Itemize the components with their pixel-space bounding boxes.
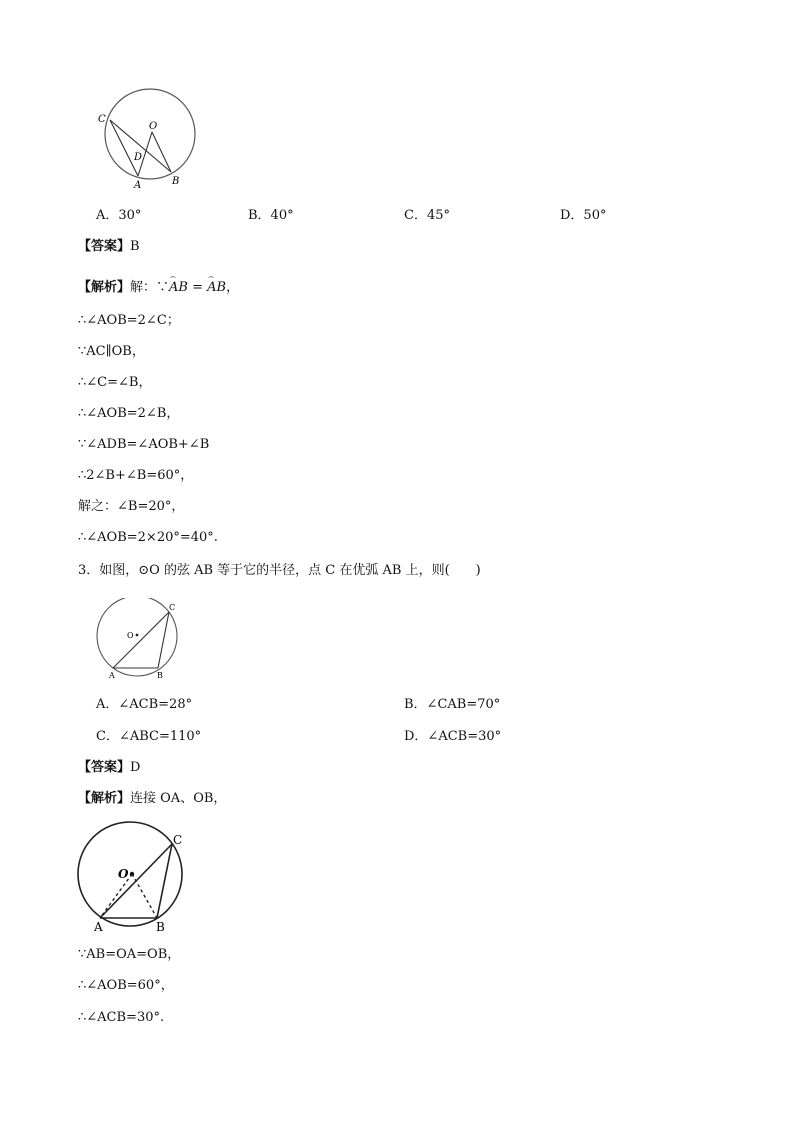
q2-figure bbox=[92, 80, 207, 192]
q2-step-7: 解之：∠B=20°， bbox=[78, 499, 185, 514]
q3-option-c: C．∠ABC=110° bbox=[96, 729, 202, 744]
q2-label-b: B bbox=[172, 176, 180, 187]
q3-option-a: A．∠ACB=28° bbox=[96, 697, 193, 712]
q2-label-c: C bbox=[98, 114, 106, 125]
q2-answer-line bbox=[78, 238, 140, 256]
q3-step-1: ∵AB=OA=OB， bbox=[78, 947, 181, 962]
q3-step-2: ∴∠AOB=60°， bbox=[78, 978, 174, 993]
q2-option-a: A．30° bbox=[96, 208, 142, 223]
q2-option-c: C．45° bbox=[404, 208, 450, 223]
q3-analysis-text: 连接 OA、OB， bbox=[130, 791, 227, 806]
q2-label-o: O bbox=[149, 121, 158, 132]
q3-center-dot bbox=[136, 634, 139, 637]
q2-radius-ob bbox=[152, 132, 171, 172]
q3-analysis-label-c: C bbox=[173, 833, 183, 847]
q3-label-b: B bbox=[157, 671, 163, 680]
q2-label-a: A bbox=[134, 180, 142, 191]
q2-step-4: ∴∠AOB=2∠B， bbox=[78, 406, 180, 421]
q2-step-8: ∴∠AOB=2×20°=40°. bbox=[78, 530, 218, 545]
q3-answer-tag: 【答案】 bbox=[78, 760, 131, 775]
q2-analysis-line bbox=[78, 279, 239, 297]
q3-label-a: A bbox=[109, 671, 115, 680]
q3-figure bbox=[92, 598, 187, 682]
q2-step-1: ∴∠AOB=2∠C； bbox=[78, 313, 180, 328]
q2-option-d: D．50° bbox=[560, 208, 607, 223]
q2-step-5: ∵∠ADB=∠AOB+∠B bbox=[78, 437, 210, 452]
q3-analysis-label-o: O bbox=[118, 867, 129, 881]
q3-option-b: B．∠CAB=70° bbox=[404, 697, 501, 712]
q3-chord-ac bbox=[113, 612, 169, 668]
q2-step-2: ∵AC∥OB， bbox=[78, 344, 145, 359]
q2-label-d: D bbox=[134, 152, 143, 163]
q2-chord-ca bbox=[110, 120, 138, 176]
q3-analysis-tag: 【解析】 bbox=[78, 791, 131, 806]
q3-answer-line bbox=[78, 759, 140, 777]
q3-analysis-label-b: B bbox=[156, 920, 165, 934]
q3-answer-value: D bbox=[130, 760, 141, 775]
q2-equals: = bbox=[187, 280, 208, 295]
q3-option-d: D．∠ACB=30° bbox=[404, 729, 502, 744]
q3-chord-bc bbox=[158, 612, 169, 668]
q2-intro-end: ， bbox=[226, 280, 240, 295]
q3-label-c: C bbox=[169, 603, 176, 612]
q2-arc-ab-1: ⌢ AB bbox=[169, 279, 188, 297]
q2-option-b: B．40° bbox=[248, 208, 294, 223]
q2-step-3: ∴∠C=∠B， bbox=[78, 375, 152, 390]
q2-step-6: ∴2∠B+∠B=60°， bbox=[78, 468, 194, 483]
q3-stem: 3．如图，⊙O 的弦 AB 等于它的半径，点 C 在优弧 AB 上，则( ) bbox=[78, 563, 481, 578]
q3-analysis-center-dot bbox=[130, 872, 134, 876]
q3-analysis-radius-ob bbox=[132, 874, 157, 918]
q3-label-o: O bbox=[127, 631, 134, 640]
q2-arc-ab-2: ⌢ AB bbox=[207, 279, 226, 297]
q3-step-3: ∴∠ACB=30°. bbox=[78, 1010, 165, 1025]
q3-circle bbox=[97, 598, 177, 676]
q2-answer-tag: 【答案】 bbox=[78, 239, 131, 254]
q2-chord-cb bbox=[110, 120, 171, 172]
q2-answer-value: B bbox=[130, 239, 140, 254]
q3-analysis-label-a: A bbox=[94, 920, 103, 934]
q2-circle bbox=[105, 89, 195, 179]
q3-analysis-figure bbox=[72, 820, 192, 935]
q3-analysis-line bbox=[78, 790, 226, 808]
q2-analysis-intro: 解：∵ bbox=[130, 280, 170, 295]
q2-analysis-tag: 【解析】 bbox=[78, 280, 131, 295]
